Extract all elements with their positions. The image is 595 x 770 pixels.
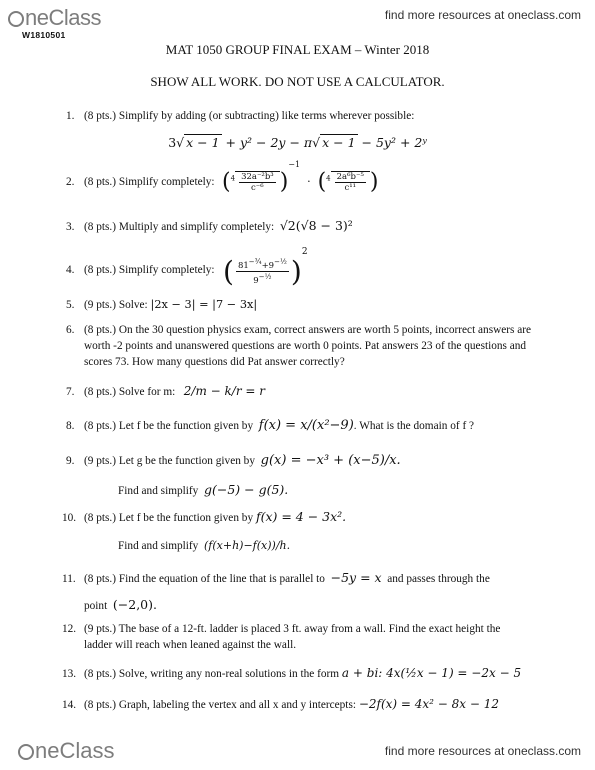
question-2: 2. (8 pts.) Simplify completely: (66, 176, 215, 188)
question-4-expression: ( $\frac{81^{-\frac{3}{4}}+9^{-\frac{1}{2}}}{9^{-\frac{1}{2}}}$ )$^2$ (223, 247, 308, 288)
question-11: 11. (8 pts.) Find the equation of the line that is parallel to −5y = x and passes through the (62, 570, 490, 585)
question-7: 7. (8 pts.) Solve for m: 2/m − k/r = r (66, 384, 266, 398)
oneclass-footer-logo[interactable]: neClass (18, 738, 114, 764)
question-10: 10. (8 pts.) Let f be the function given by f(x) = 4 − 3x². (62, 509, 347, 524)
logo-o-icon (18, 744, 34, 760)
footer-resources-link[interactable]: find more resources at oneclass.com (384, 744, 581, 758)
exam-instructions: SHOW ALL WORK. DO NOT USE A CALCULATOR. (150, 74, 445, 89)
exam-title: MAT 1050 GROUP FINAL EXAM – Winter 2018 (165, 42, 430, 57)
question-1: 1. (8 pts.) Simplify by adding (or subtracting) like terms wherever possible: (66, 110, 415, 122)
question-9: 9. (9 pts.) Let g be the function given by g(x) = −x³ + (x−5)/x. (66, 453, 401, 468)
question-12: 12. (9 pts.) The base of a 12-ft. ladder is placed 3 ft. away from a wall. Find the exact height the (62, 623, 501, 635)
question-6: 6. (8 pts.) On the 30 question physics exam, correct answers are worth 5 points, incorrect answers are (66, 324, 532, 336)
question-14: 14. (8 pts.) Graph, labeling the vertex and all x and y intercepts: −2f(x) = 4x² − 8x − 12 (62, 697, 500, 711)
question-10-part: Find and simplify (f(x+h)−f(x))/h. (118, 539, 291, 552)
question-11-line-2: point (−2,0). (84, 597, 157, 612)
question-1-expression: 3√ x − 1 + y² − 2y − π√ x − 1 − 5y² + 2ʸ (168, 135, 427, 150)
question-6-line-2: worth -2 points and unanswered questions are worth 0 points. Pat answers 23 of the questions and (84, 340, 527, 352)
question-4: 4. (8 pts.) Simplify completely: (66, 264, 215, 276)
oneclass-logo[interactable]: neClass (8, 5, 101, 31)
top-banner (0, 0, 595, 30)
resources-link[interactable]: find more resources at oneclass.com (384, 8, 581, 22)
question-6-line-3: scores 73. How many questions did Pat answer correctly? (84, 356, 345, 368)
question-3: 3. (8 pts.) Multiply and simplify completely: √2(√8 − 3)² (66, 218, 353, 233)
logo-o-icon (8, 11, 24, 27)
question-2-expression: ($^4$ $\frac{\text{32a⁻²b³}}{\text{c⁻⁶}}$ )$^{-1}$ · ($^4$ $\frac{\text{2a⁶b⁻⁵}}{\text{c¹¹}}$ ) (222, 160, 379, 195)
question-12-line-2: ladder will reach when leaned against the wall. (84, 639, 297, 651)
bottom-banner (0, 738, 595, 770)
question-9-part: Find and simplify g(−5) − g(5). (118, 482, 289, 497)
question-5: 5. (9 pts.) Solve: |2x − 3| = |7 − 3x| (66, 298, 258, 311)
question-13: 13. (8 pts.) Solve, writing any non-real solutions in the form a + bi: 4x(½x − 1) = −2x − 5 (62, 666, 522, 680)
question-8: 8. (8 pts.) Let f be the function given by f(x) = x/(x²−9). What is the domain of f ? (66, 418, 475, 433)
document-id: W1810501 (22, 30, 66, 40)
